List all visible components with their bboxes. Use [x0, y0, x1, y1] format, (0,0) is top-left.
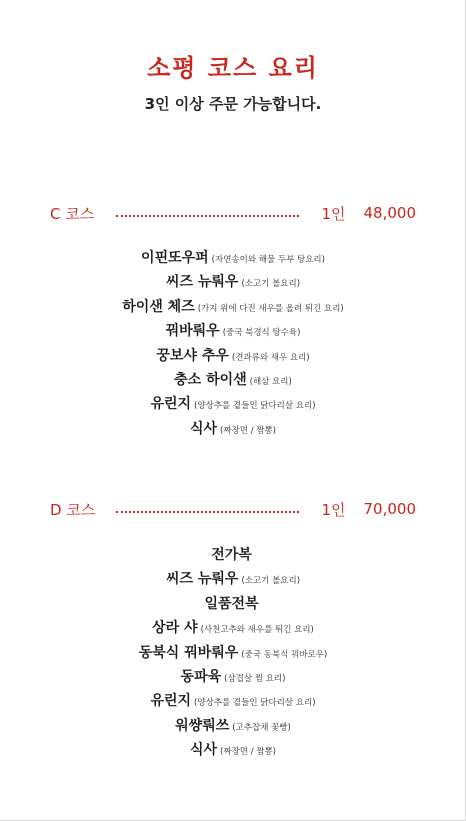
- menu-item: [0, 245, 466, 269]
- course-per-person: 1인: [321, 204, 346, 223]
- page-subtitle: 3인 이상 주문 가능합니다.: [144, 95, 322, 113]
- menu-item: [0, 737, 466, 761]
- menu-item: [0, 391, 466, 415]
- menu-item: [0, 713, 466, 737]
- dish-description: (가지 위에 다진 새우를 올려 튀긴 요리): [197, 303, 344, 314]
- dish-name: 식사: [189, 420, 218, 437]
- menu-item: [0, 664, 466, 688]
- dish-name: 전가복: [211, 547, 252, 563]
- menu-item: [0, 367, 466, 391]
- dish-description: (고추잡채 꽃빵): [232, 722, 291, 733]
- menu-item: [0, 269, 466, 293]
- dish-name: 일품전복: [204, 595, 259, 612]
- dish-description: (소고기 볼요리): [241, 279, 301, 290]
- dish-description: (짜장면 / 짬뽕): [220, 425, 277, 436]
- menu-item: [0, 566, 466, 590]
- page-title: 소평 코스 요리: [147, 54, 319, 82]
- course-price: 70,000: [363, 500, 416, 518]
- dish-name: 상라 샤: [152, 620, 198, 637]
- course-name: D 코스: [50, 500, 96, 519]
- menu-item: [0, 416, 466, 440]
- course-name: C 코스: [50, 204, 95, 223]
- dish-description: (짜장면 / 짬뽕): [220, 747, 277, 758]
- dish-name: 유린지: [150, 396, 192, 413]
- dish-name: 동파육: [180, 668, 222, 685]
- dish-description: (삼겹살 찜 요리): [224, 673, 286, 684]
- menu-item: [0, 640, 466, 664]
- dish-description: (중국 동북식 꿔바로우): [241, 649, 328, 660]
- dish-name: 씨즈 뉴뤄우: [165, 571, 239, 588]
- dish-name: 씨즈 뉴뤄우: [165, 274, 239, 291]
- course-price: 48,000: [363, 204, 416, 222]
- menu-item: [0, 343, 466, 367]
- course-header-c: [50, 202, 416, 224]
- course-d-menu-list: [0, 542, 466, 762]
- menu-item: [0, 688, 466, 712]
- dish-name: 동북식 꿔바뤄우: [138, 644, 239, 661]
- dish-name: 이핀또우퍼: [141, 250, 209, 266]
- dish-description: (양상추를 곁들인 닭다리살 요리): [194, 401, 316, 412]
- menu-item: [0, 318, 466, 342]
- menu-item: [0, 294, 466, 318]
- dish-description: (중국 북경식 탕수육): [222, 328, 301, 339]
- dotted-leader: [116, 215, 299, 217]
- menu-item: [0, 615, 466, 639]
- dish-name: 꿔바뤄우: [165, 323, 220, 340]
- dish-name: 식사: [189, 742, 218, 759]
- course-per-person: 1인: [321, 500, 346, 519]
- dish-name: 하이샌 체즈: [122, 298, 195, 315]
- course-header-d: [50, 498, 416, 520]
- dish-name: 워썅뤄쓰: [175, 717, 230, 734]
- dish-description: (자연송이와 해물 두부 탕요리): [211, 255, 325, 265]
- course-c-menu-list: [0, 245, 466, 440]
- dish-name: 충소 하이샌: [174, 371, 247, 388]
- dish-description: (해삼 요리): [249, 376, 292, 387]
- dish-description: (사천고추와 새우를 튀긴 요리): [200, 625, 314, 636]
- dish-name: 유린지: [150, 693, 192, 710]
- menu-item: [0, 542, 466, 566]
- dotted-leader: [116, 511, 299, 513]
- dish-description: (소고기 볼요리): [241, 576, 301, 587]
- dish-name: 꿍보샤 추우: [156, 347, 229, 364]
- dish-description: (양상추를 곁들인 닭다리살 요리): [194, 698, 316, 709]
- dish-description: (견과류와 새우 요리): [231, 352, 310, 363]
- menu-item: [0, 591, 466, 615]
